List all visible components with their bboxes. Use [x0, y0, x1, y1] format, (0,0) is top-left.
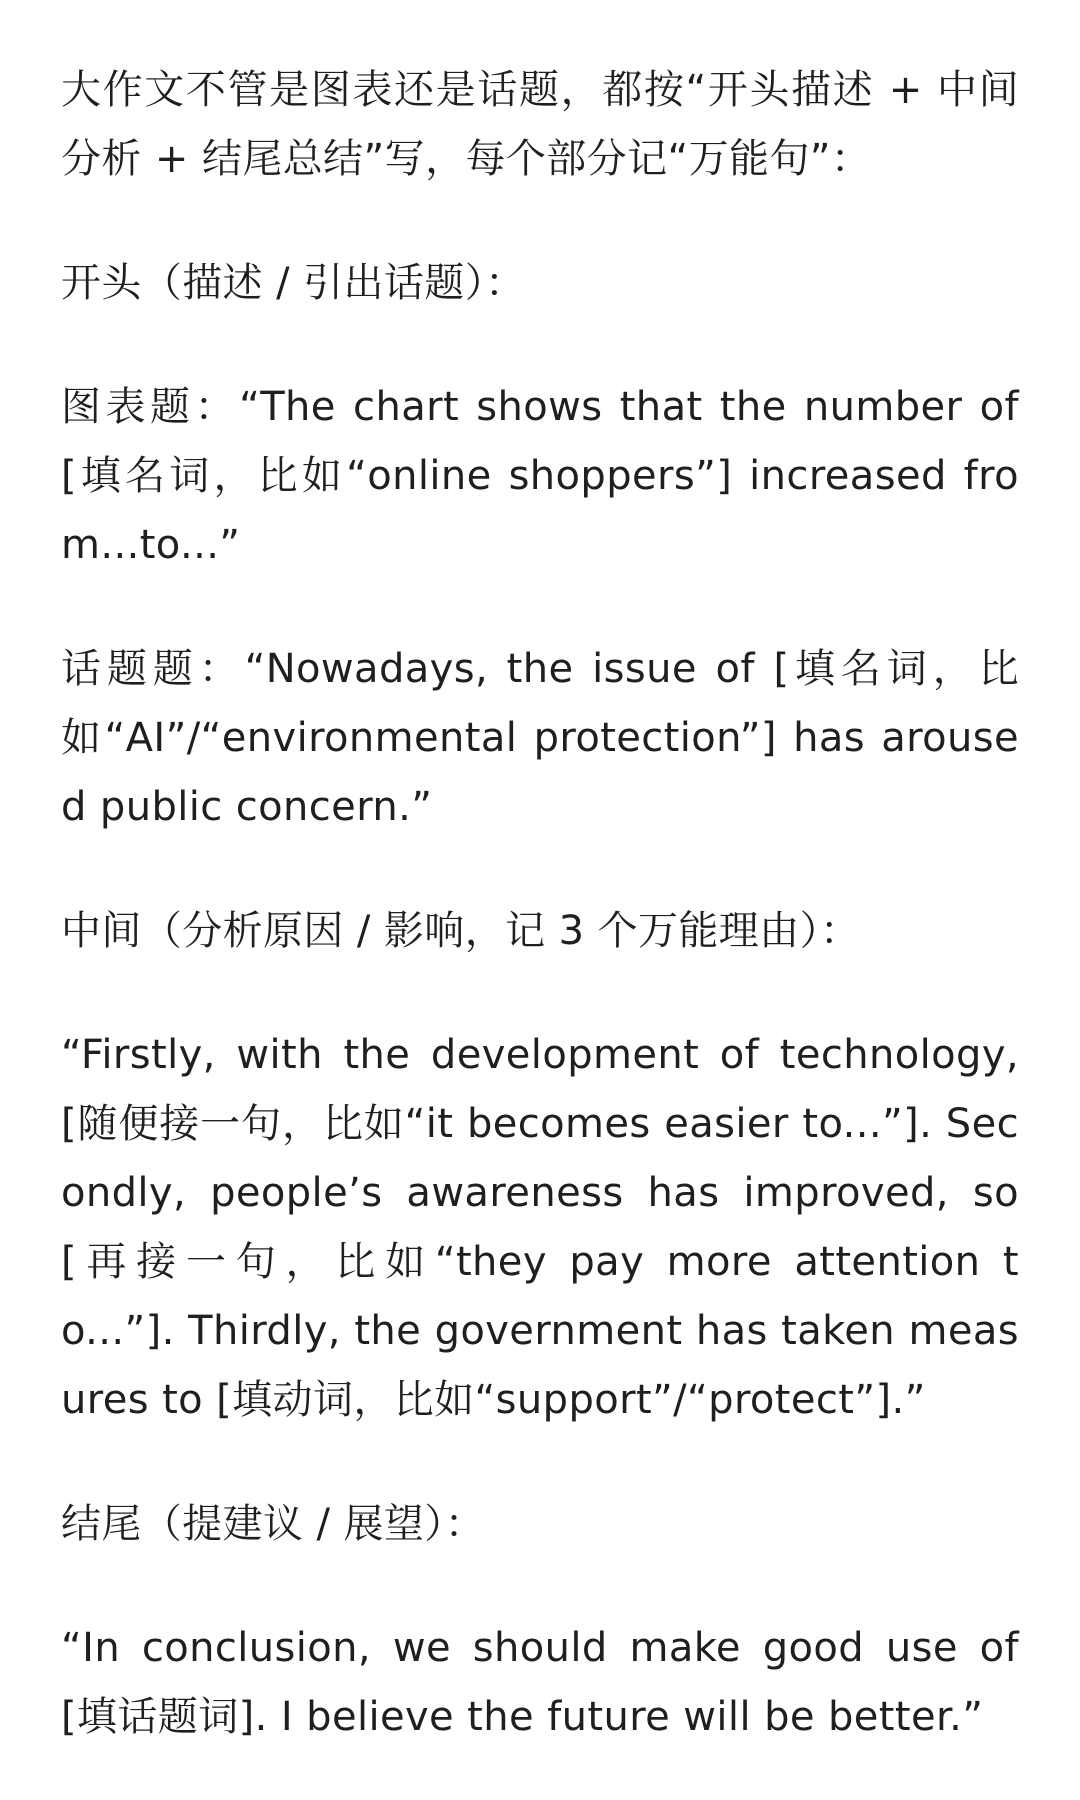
article-body	[61, 56, 1019, 1786]
ending-heading: 结尾（提建议 / 展望）：	[61, 1501, 486, 1547]
opening-heading: 开头（描述 / 引出话题）：	[61, 260, 526, 306]
middle-heading: 中间（分析原因 / 影响，记 3 个万能理由）：	[61, 908, 861, 954]
middle-template: “Firstly, with the development of technology, [随便接一句，比如“it becomes easier to...”]. Secondly, people’s awareness has improved, so [再接一句，比如“they pay more attention to...”]. Thirdly, the government has taken measures to [填动词，比如“support”/“protect”].”	[61, 1032, 1019, 1423]
intro-paragraph: 大作文不管是图表还是话题，都按“开头描述 + 中间分析 + 结尾总结”写，每个部分记“万能句”：	[61, 67, 1019, 182]
topic-template: 话题题：“Nowadays, the issue of [填名词，比如“AI”/“environmental protection”] has aroused public concern.”	[61, 646, 1019, 830]
chart-topic-template: 图表题：“The chart shows that the number of [填名词，比如“online shoppers”] increased from...to...”	[61, 384, 1019, 568]
ending-template: “In conclusion, we should make good use of [填话题词]. I believe the future will be better.”	[61, 1625, 1019, 1740]
